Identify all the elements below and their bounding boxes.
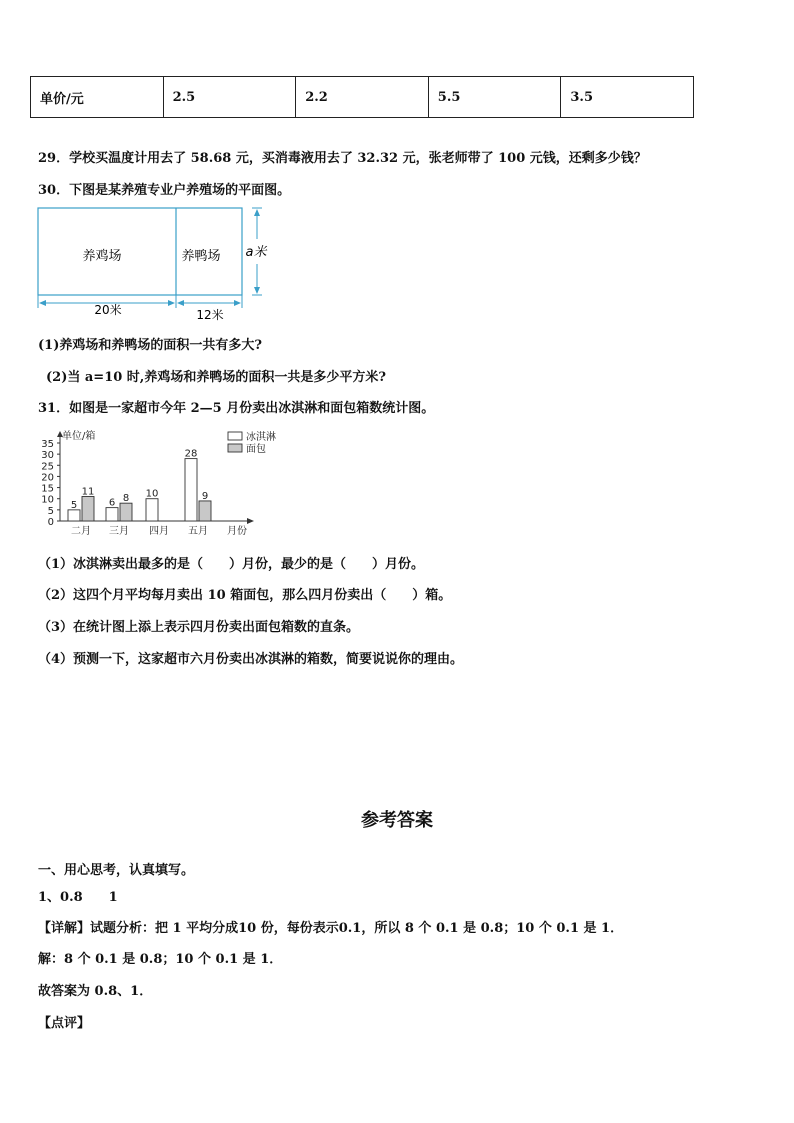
y-tick-label: 30 [41, 450, 54, 462]
data-label: 6 [108, 497, 116, 509]
answer-section-title: 一、用心思考，认真填写。 [38, 863, 195, 878]
x-axis-arrow-icon [247, 518, 254, 524]
bar-ice-cream [185, 459, 197, 521]
question-30: 30．下图是某养殖专业户养殖场的平面图。 [38, 183, 291, 198]
table-cell: 3.5 [561, 77, 694, 118]
question-31-part-1: （1）冰淇淋卖出最多的是（ ）月份，最少的是（ ）月份。 [38, 557, 425, 572]
x-tick-label: 五月 [188, 526, 208, 537]
bar-ice-cream [106, 508, 118, 521]
table-cell: 5.5 [428, 77, 561, 118]
sales-bar-chart [36, 426, 276, 538]
data-label: 9 [201, 490, 209, 502]
answer-comment: 【点评】 [38, 1016, 91, 1031]
unit-label: 单位/箱 [62, 431, 96, 442]
arrow-up-icon [254, 209, 260, 216]
question-31-part-4: （4）预测一下，这家超市六月份卖出冰淇淋的箱数，简要说说你的理由。 [38, 652, 464, 667]
bar-bread [199, 501, 211, 521]
x-axis-label: 月份 [227, 526, 247, 537]
duck-farm-label: 养鸭场 [181, 249, 221, 264]
answer-1-first: 1、0.8 [38, 890, 83, 905]
data-label: 11 [81, 486, 95, 498]
arrow-left-icon [177, 300, 184, 306]
bar-ice-cream [146, 499, 158, 521]
y-tick-label: 15 [41, 483, 54, 495]
data-label: 8 [122, 493, 130, 505]
data-label: 5 [70, 499, 78, 511]
right-width-label: 12米 [196, 308, 224, 322]
y-tick-label: 25 [41, 461, 54, 473]
bar-bread [82, 496, 94, 521]
arrow-down-icon [254, 287, 260, 294]
question-31: 31．如图是一家超市今年 2—5 月份卖出冰淇淋和面包箱数统计图。 [38, 401, 435, 416]
legend-label: 面包 [246, 444, 266, 455]
answer-1 [38, 886, 118, 905]
arrow-right-icon [168, 300, 175, 306]
question-30-part-2: (2)当 a=10 时,养鸡场和养鸭场的面积一共是多少平方米? [46, 370, 386, 385]
table-cell: 2.2 [296, 77, 429, 118]
question-29: 29．学校买温度计用去了 58.68 元，买消毒液用去了 32.32 元，张老师带了 100 元钱，还剩多少钱？ [38, 151, 647, 166]
answer-detail: 【详解】试题分析：把 1 平均分成10 份，每份表示0.1，所以 8 个 0.1 是 0.8；10 个 0.1 是 1． [38, 921, 624, 936]
y-tick-label: 5 [47, 505, 54, 517]
x-tick-label: 二月 [71, 526, 91, 537]
question-31-part-3: （3）在统计图上添上表示四月份卖出面包箱数的直条。 [38, 620, 360, 635]
bar-ice-cream [68, 510, 80, 521]
table-cell: 单价/元 [31, 77, 164, 118]
arrow-left-icon [39, 300, 46, 306]
chicken-farm-label: 养鸡场 [82, 249, 122, 264]
answer-solution: 解：8 个 0.1 是 0.8；10 个 0.1 是 1． [38, 952, 283, 967]
x-tick-label: 四月 [149, 526, 169, 537]
table-cell: 2.5 [163, 77, 296, 118]
farm-plan-diagram [30, 204, 280, 326]
arrow-right-icon [234, 300, 241, 306]
answer-1-second: 1 [108, 890, 118, 905]
legend-swatch [228, 444, 242, 452]
data-label: 28 [184, 448, 198, 460]
price-table [30, 76, 694, 118]
table-row [31, 77, 694, 118]
data-label: 10 [145, 488, 159, 500]
answer-conclusion: 故答案为 0.8、1． [38, 984, 153, 999]
y-tick-label: 10 [41, 494, 54, 506]
left-width-label: 20米 [94, 303, 122, 317]
y-tick-label: 0 [47, 517, 54, 528]
question-30-part-1: (1)养鸡场和养鸭场的面积一共有多大? [38, 338, 262, 353]
y-tick-label: 20 [41, 472, 54, 484]
y-tick-label: 35 [41, 439, 54, 450]
legend-swatch [228, 432, 242, 440]
answers-heading: 参考答案 [361, 810, 433, 831]
x-tick-label: 三月 [109, 526, 129, 537]
legend-label: 冰淇淋 [246, 432, 276, 443]
question-31-part-2: （2）这四个月平均每月卖出 10 箱面包，那么四月份卖出（ ）箱。 [38, 588, 452, 603]
height-label: a米 [245, 245, 267, 260]
bar-bread [120, 503, 132, 521]
